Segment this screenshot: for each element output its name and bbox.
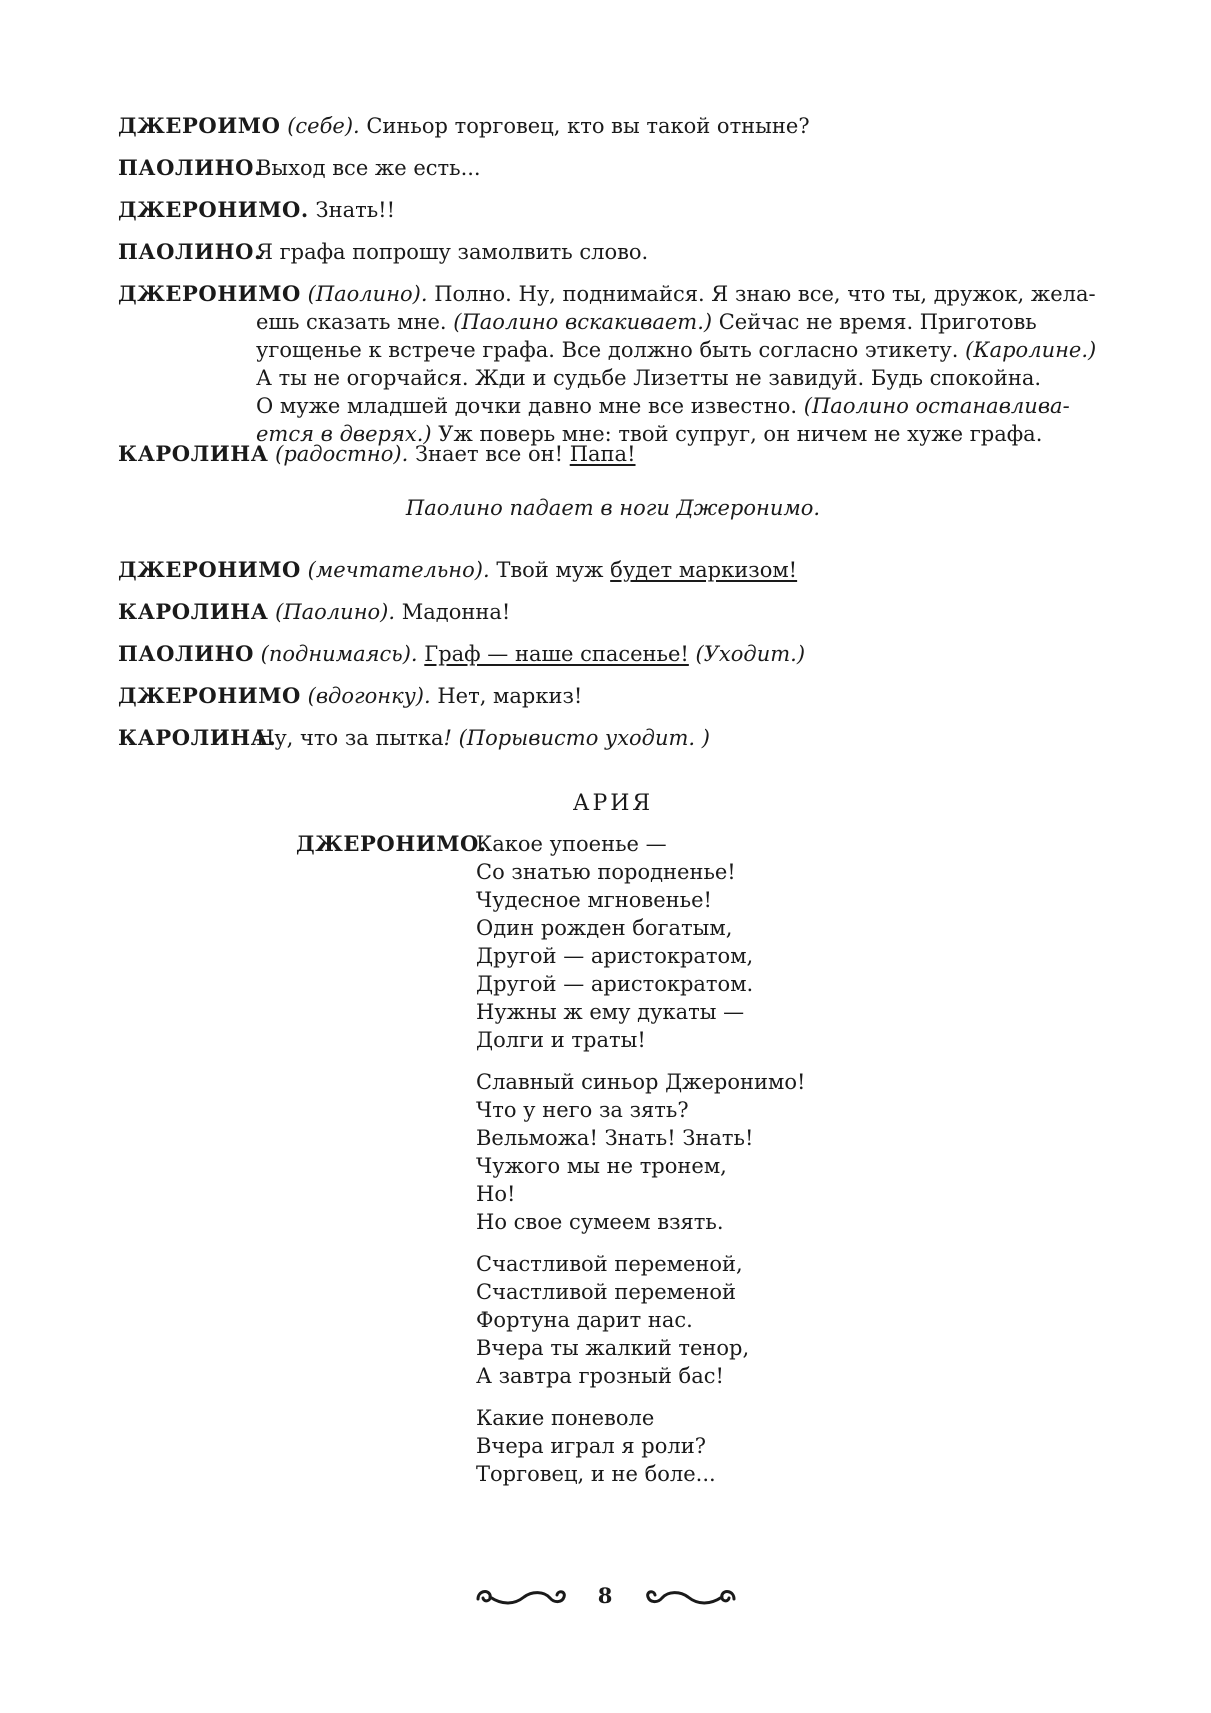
long-speech [118,280,1108,448]
verse-line: Какое упоенье — [476,832,667,856]
stage-direction-inline: (себе). [287,114,360,138]
stage-direction-inline: (Уходит.) [688,642,806,666]
stage-direction-inline: (вдогонку). [307,684,431,708]
stanza [476,1250,805,1390]
aria-verse [476,830,805,1502]
page-number: 8 [597,1583,613,1608]
dialogue-line [118,238,1108,266]
speaker-name: ДЖЕРОНИМО. [118,197,309,222]
stage-direction-inline: (Паолино останавлива- [803,394,1070,418]
stanza [476,1404,805,1488]
verse-line: Что у него за зять? [476,1098,689,1122]
speech-text: Знает все он! [408,442,570,466]
stage-direction-inline: (поднимаясь). [260,642,418,666]
dialogue-line [118,556,797,584]
dialogue-line [118,682,582,710]
verse-line: Но свое сумеем взять. [476,1210,724,1234]
stage-direction-inline: ется в дверях.) [256,422,432,446]
speech-text: Ну, что за пытка [256,726,444,750]
verse-line: Торговец, и не боле... [476,1462,716,1486]
verse-line: Но! [476,1182,516,1206]
speech-text: О муже младшей дочки давно мне все известно. [256,394,804,418]
speaker-name: ПАОЛИНО [118,641,254,666]
verse-line: Вчера играл я роли? [476,1434,706,1458]
underlined-text: будет маркизом! [610,558,798,582]
dialogue-line [118,280,1108,308]
speech-text: Выход все же есть... [256,156,481,180]
speaker-name: КАРОЛИНА. [118,725,277,750]
speech-text: Нет, маркиз! [430,684,583,708]
speech-text: Я графа попрошу замолвить слово. [256,240,649,264]
stage-direction-inline: (Паолино вскакивает.) [453,310,713,334]
speech-continuation [118,392,1108,420]
speaker-name: ДЖЕРОНИМО [118,281,301,306]
speaker-name: ПАОЛИНО. [118,239,262,264]
speech-continuation [118,364,1108,392]
speaker-name: КАРОЛИНА [118,441,269,466]
verse-line: Вчера ты жалкий тенор, [476,1336,750,1360]
speech-text: ешь сказать мне. [256,310,454,334]
aria-title: АРИЯ [572,791,654,816]
speaker-name: ДЖЕРОИМО [118,113,281,138]
stage-direction: Паолино падает в ноги Джеронимо. [405,496,821,520]
verse-line: Счастливой переменой [476,1280,737,1304]
speech-continuation [118,308,1108,336]
verse-line: Долги и траты! [476,1028,646,1052]
dialogue-line [118,112,810,140]
dialogue-line [118,154,1108,182]
speech-text: А ты не огорчайся. Жди и судьбе Лизетты не завидуй. Будь спокойна. [256,366,1042,390]
stanza [476,830,805,1054]
speaker-name: КАРОЛИНА [118,599,269,624]
dialogue-line [118,724,1108,752]
verse-line: Со знатью породненье! [476,860,736,884]
verse-line: Счастливой переменой, [476,1252,743,1276]
speech-continuation [118,336,1108,364]
dialogue-line [118,440,636,468]
verse-line: Вельможа! Знать! Знать! [476,1126,754,1150]
dialogue-line [118,640,805,668]
underlined-text: Граф — наше спасенье! [424,642,689,666]
right-ornament-icon [642,1585,738,1611]
stage-direction-inline: (мечтательно). [307,558,490,582]
stanza [476,1068,805,1236]
verse-line: Славный синьор Джеронимо! [476,1070,806,1094]
speaker-name: ПАОЛИНО. [118,155,262,180]
speaker-name: ДЖЕРОНИМО [118,557,301,582]
stage-direction-inline: (Паолино). [307,282,428,306]
stage-direction-inline: ! (Порывисто уходит. ) [443,726,710,750]
speech-text: Знать!! [308,198,396,222]
page-footer [0,1583,1211,1623]
verse-line: Чужого мы не тронем, [476,1154,727,1178]
verse-line: А завтра грозный бас! [476,1364,724,1388]
aria-speaker: ДЖЕРОНИМО. [296,831,487,856]
stage-direction-inline: (Каролине.) [965,338,1097,362]
verse-line: Другой — аристократом, [476,944,754,968]
dialogue-line [118,598,510,626]
stage-direction-inline: (Паолино). [275,600,396,624]
verse-line: Один рожден богатым, [476,916,733,940]
speech-text: Твой муж [489,558,611,582]
speech-text: Мадонна! [395,600,511,624]
speech-text: Сейчас не время. Приготовь [712,310,1037,334]
stage-direction-inline: (радостно). [275,442,409,466]
verse-line: Другой — аристократом. [476,972,754,996]
speech-text: угощенье к встрече графа. Все должно быть согласно этикету. [256,338,966,362]
verse-line: Чудесное мгновенье! [476,888,712,912]
verse-line: Какие поневоле [476,1406,655,1430]
speech-text: Уж поверь мне: твой супруг, он ничем не хуже графа. [431,422,1043,446]
speech-text: Полно. Ну, поднимайся. Я знаю все, что ты, дружок, жела- [427,282,1096,306]
underlined-text: Папа! [569,442,636,466]
verse-line: Фортуна дарит нас. [476,1308,693,1332]
speech-text: Синьор торговец, кто вы такой отныне? [359,114,810,138]
dialogue-line [118,196,395,224]
speaker-name: ДЖЕРОНИМО [118,683,301,708]
verse-line: Нужны ж ему дукаты — [476,1000,745,1024]
left-ornament-icon [474,1585,570,1611]
